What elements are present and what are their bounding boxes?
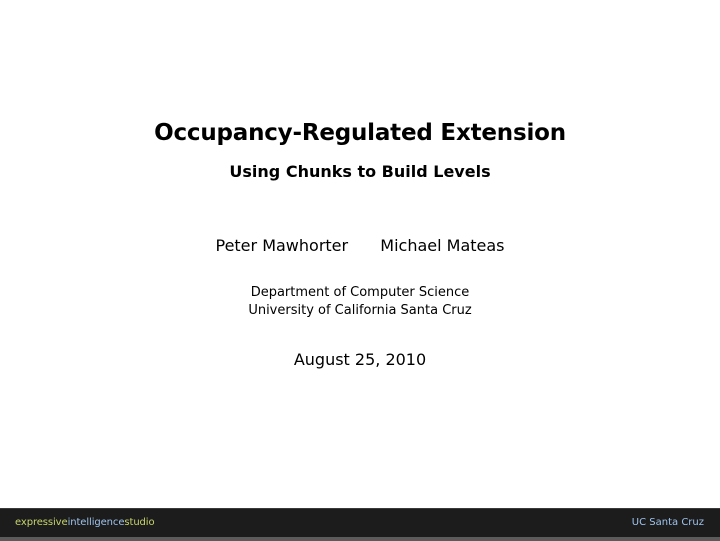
institute-block	[0, 284, 720, 320]
brand-part-intelligence: intelligence	[67, 517, 125, 528]
brand-part-expressive: expressive	[15, 517, 68, 528]
author-name: Peter Mawhorter	[215, 236, 349, 255]
brand-part-studio: studio	[124, 517, 155, 528]
department-name: Department of Computer Science	[250, 285, 470, 300]
author-name: Michael Mateas	[380, 236, 505, 255]
presentation-title: Occupancy-Regulated Extension	[154, 120, 566, 146]
expressive-intelligence-studio-logo	[15, 517, 155, 528]
author-list	[0, 236, 720, 255]
footer-bottom-bar	[0, 537, 720, 541]
slide-footer	[0, 508, 720, 538]
presentation-date: August 25, 2010	[293, 350, 427, 369]
university-name: University of California Santa Cruz	[248, 303, 472, 318]
footer-institution-label: UC Santa Cruz	[631, 517, 704, 528]
presentation-subtitle: Using Chunks to Build Levels	[229, 162, 491, 181]
